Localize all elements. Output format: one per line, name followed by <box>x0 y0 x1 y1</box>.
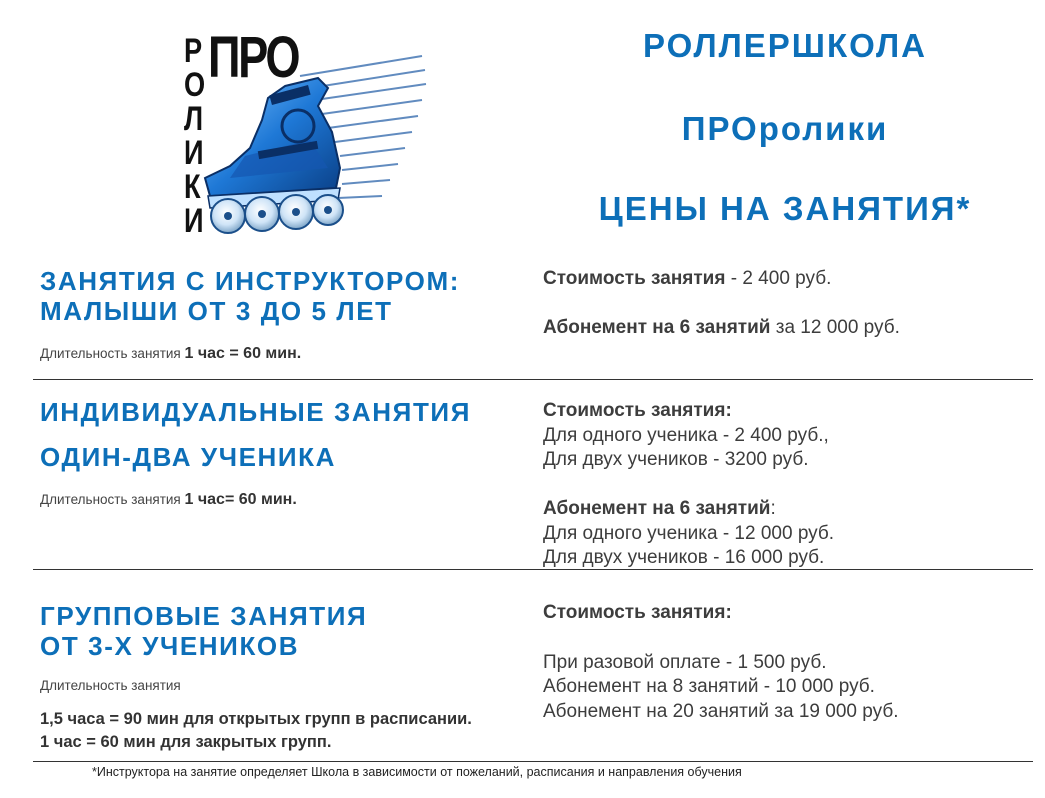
prices-title: ЦЕНЫ НА ЗАНЯТИЯ* <box>598 190 972 227</box>
subscription-one-student: Для одного ученика - 12 000 руб. <box>543 522 835 544</box>
subscription-two-students: Для двух учеников - 16 000 руб. <box>543 547 825 568</box>
price-value: - 2 400 руб. <box>725 268 832 289</box>
section2-duration <box>40 491 297 509</box>
section2-title-line1: ИНДИВИДУАЛЬНЫЕ ЗАНЯТИЯ <box>40 397 472 427</box>
price-subscription-20: Абонемент на 20 занятий за 19 000 руб. <box>543 700 899 722</box>
price-subscription-8: Абонемент на 8 занятий - 10 000 руб. <box>543 676 875 697</box>
price-label: Стоимость занятия <box>543 268 726 289</box>
subscription-value: за 12 000 руб. <box>770 317 900 338</box>
subscription-colon: : <box>770 498 776 519</box>
divider-3 <box>33 761 1033 762</box>
price-two-students: Для двух учеников - 3200 руб. <box>543 449 809 470</box>
section3-duration-label: Длительность занятия <box>40 678 181 693</box>
section3-title-line1: ГРУППОВЫЕ ЗАНЯТИЯ <box>40 601 368 631</box>
divider-1 <box>33 379 1033 380</box>
section3-duration-values <box>40 708 472 754</box>
section2-title-line2: ОДИН-ДВА УЧЕНИКА <box>40 442 337 472</box>
logo-text-pro: ПРО <box>208 25 299 90</box>
section1-duration <box>40 345 301 363</box>
section2-prices <box>543 399 834 571</box>
section1-title-line1: ЗАНЯТИЯ С ИНСТРУКТОРОМ: <box>40 266 460 296</box>
logo-text-vertical: РОЛИКИ <box>184 32 206 240</box>
section1-price <box>543 267 831 292</box>
duration-label: Длительность занятия <box>40 346 181 361</box>
section1-title-line2: МАЛЫШИ ОТ 3 ДО 5 ЛЕТ <box>40 296 393 326</box>
divider-2 <box>33 569 1033 570</box>
price-one-student: Для одного ученика - 2 400 руб., <box>543 424 829 446</box>
duration-closed-groups: 1 час = 60 мин для закрытых групп. <box>40 733 332 751</box>
duration-open-groups: 1,5 часа = 90 мин для открытых групп в расписании. <box>40 710 472 728</box>
school-title: РОЛЛЕРШКОЛА <box>643 27 927 64</box>
price-single: При разовой оплате - 1 500 руб. <box>543 651 827 673</box>
subscription-label: Абонемент на 6 занятий <box>543 317 771 338</box>
duration-label: Длительность занятия <box>40 492 181 507</box>
duration-value: 1 час= 60 мин. <box>184 491 297 508</box>
duration-value: 1 час = 60 мин. <box>184 345 302 362</box>
subscription-label: Абонемент на 6 занятий <box>543 498 771 519</box>
school-name: ПРОролики <box>681 110 889 147</box>
footnote: *Инструктора на занятие определяет Школа в зависимости от пожеланий, расписания и направления обучения <box>92 765 742 779</box>
section1-subscription <box>543 316 900 341</box>
section3-title-line2: ОТ 3-Х УЧЕНИКОВ <box>40 631 300 661</box>
section3-prices <box>543 601 898 724</box>
price-label: Стоимость занятия: <box>543 602 732 623</box>
price-label: Стоимость занятия: <box>543 400 732 421</box>
logo <box>150 25 430 243</box>
